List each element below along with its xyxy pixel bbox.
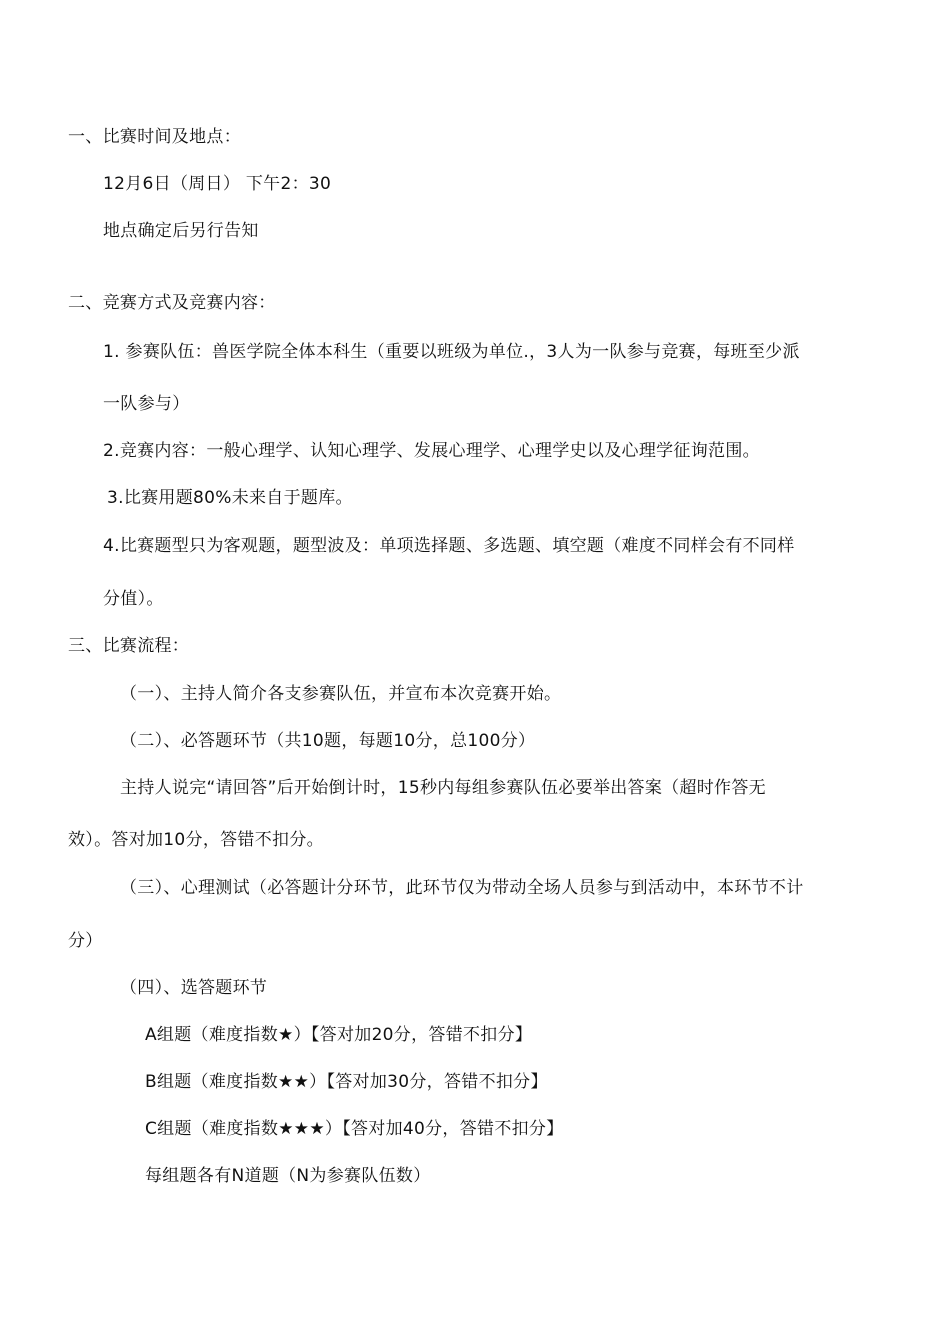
process-step-1: （一）、主持人简介各支参赛队伍，并宣布本次竞赛开始。 [120, 684, 562, 704]
process-step-4: （四）、选答题环节 [120, 978, 268, 998]
group-c-line: C组题（难度指数★★★）【答对加40分，答错不扣分】 [145, 1119, 564, 1139]
process-step-3-line-2: 分） [68, 931, 103, 951]
process-step-3-line-1: （三）、心理测试（必答题计分环节，此环节仅为带动全场人员参与到活动中，本环节不计 [120, 878, 804, 898]
location-line: 地点确定后另行告知 [103, 221, 259, 241]
question-count-line: 每组题各有N道题（N为参赛队伍数） [145, 1166, 431, 1186]
date-time-line: 12月6日（周日） 下午2：30 [103, 174, 332, 194]
process-step-2: （二）、必答题环节（共10题，每题10分，总100分） [120, 731, 536, 751]
group-b-line: B组题（难度指数★★）【答对加30分，答错不扣分】 [145, 1072, 548, 1092]
section-heading-format-content: 二、竞赛方式及竞赛内容： [68, 293, 276, 313]
process-step-2-detail-line-2: 效）。答对加10分，答错不扣分。 [68, 830, 324, 850]
item-teams-line-2: 一队参与） [103, 394, 190, 414]
section-heading-process: 三、比赛流程： [68, 636, 190, 656]
item-teams-line-1: 1. 参赛队伍：兽医学院全体本科生（重要以班级为单位.，3人为一队参与竞赛，每班至少派 [103, 342, 800, 362]
process-step-2-detail-line-1: 主持人说完“请回答”后开始倒计时，15秒内每组参赛队伍必要举出答案（超时作答无 [120, 778, 766, 798]
item-content: 2.竞赛内容：一般心理学、认知心理学、发展心理学、心理学史以及心理学征询范围。 [103, 441, 760, 461]
item-question-types-line-1: 4.比赛题型只为客观题，题型波及：单项选择题、多选题、填空题（难度不同样会有不同样 [103, 536, 795, 556]
section-heading-time-location: 一、比赛时间及地点： [68, 127, 241, 147]
group-a-line: A组题（难度指数★）【答对加20分，答错不扣分】 [145, 1025, 533, 1045]
item-question-types-line-2: 分值）。 [103, 589, 164, 609]
item-question-source: 3.比赛用题80%未来自于题库。 [107, 488, 353, 508]
